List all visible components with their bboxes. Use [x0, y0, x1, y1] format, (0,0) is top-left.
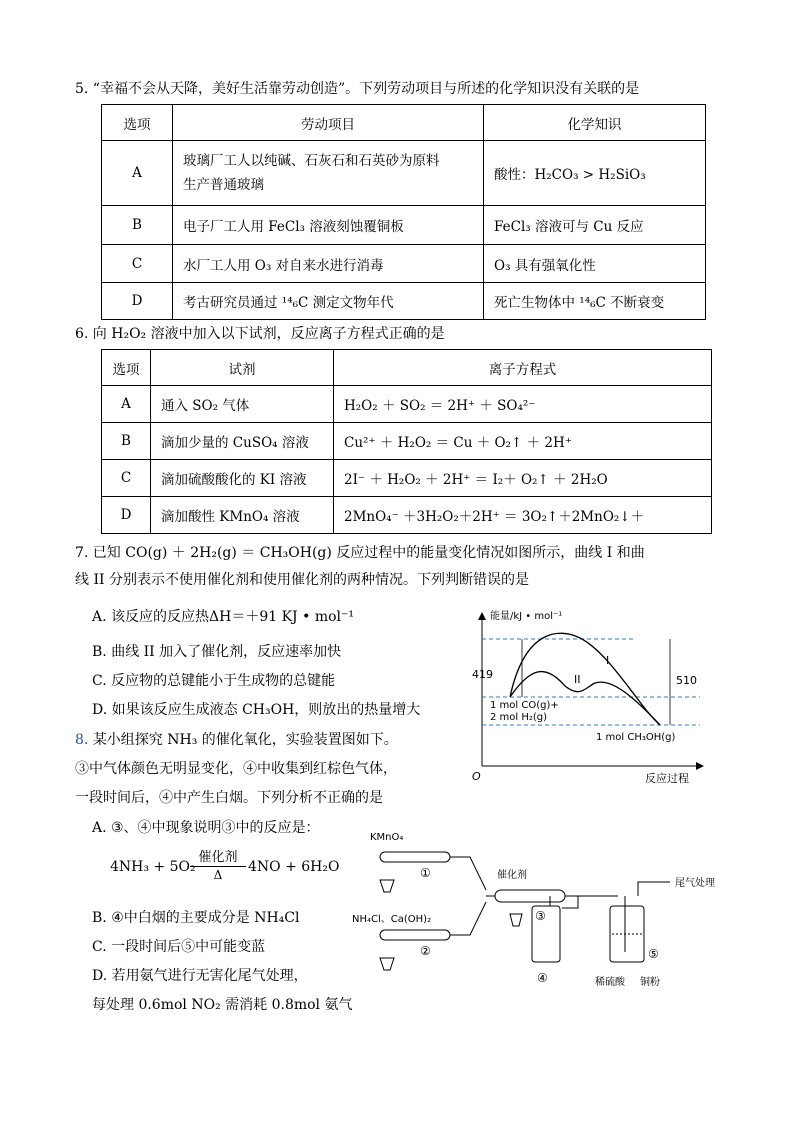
test-tube-2: [380, 930, 450, 940]
origin-label: O: [472, 770, 481, 783]
q8-stem-line1: [75, 729, 398, 751]
label-tail-gas: 尾气处理: [675, 878, 715, 889]
q5-c-project: 水厂工人用 O₃ 对自来水进行消毒: [173, 245, 484, 283]
q5-b-project: 电子厂工人用 FeCl₃ 溶液刻蚀覆铜板: [173, 206, 484, 245]
q7-stem-line1: 7. 已知 CO(g) ＋ 2H₂(g) ＝ CH₃OH(g) 反应过程中的能量变化情况如图所示，曲线 I 和曲: [75, 545, 645, 561]
label-1: ①: [420, 866, 431, 880]
q8-option-b: B. ④中白烟的主要成分是 NH₄Cl: [92, 910, 300, 926]
tail-pipe: [638, 882, 670, 896]
q6-stem: 6. 向 H₂O₂ 溶液中加入以下试剂，反应离子方程式正确的是: [75, 326, 445, 342]
curve-ii-label: II: [574, 673, 581, 686]
label-2: ②: [420, 944, 431, 958]
q5-header-project: 劳动项目: [173, 105, 484, 141]
q6-a-reagent: 通入 SO₂ 气体: [151, 386, 334, 423]
q5-a-project-line1: 玻璃厂工人以纯碱、石灰石和石英砂为原料: [183, 153, 440, 169]
q6-c-equation: 2I⁻ ＋ H₂O₂ ＋ 2H⁺ ＝ I₂＋ O₂↑ ＋ 2H₂O: [334, 460, 712, 497]
q5-c-opt: C: [102, 245, 173, 283]
q5-d-knowledge: 死亡生物体中 ¹⁴₆C 不断衰变: [484, 283, 706, 320]
burner-3: [510, 914, 522, 926]
q6-c-opt: C: [102, 460, 151, 497]
q6-table: [101, 349, 712, 534]
q5-a-opt: A: [102, 141, 173, 206]
q6-d-reagent: 滴加酸性 KMnO₄ 溶液: [151, 497, 334, 534]
q5-header-option: 选项: [102, 105, 173, 141]
q6-header-equation: 离子方程式: [334, 350, 712, 386]
q8-number: 8.: [75, 732, 89, 748]
q6-row-c: [102, 460, 712, 497]
q6-row-a: [102, 386, 712, 423]
reactant-label-line1: 1 mol CO(g)+: [490, 700, 559, 711]
q5-row-b: [102, 206, 706, 245]
q6-header-option: 选项: [102, 350, 151, 386]
q6-b-equation: Cu²⁺ ＋ H₂O₂ ＝ Cu ＋ O₂↑ ＋ 2H⁺: [334, 423, 712, 460]
q5-d-project: 考古研究员通过 ¹⁴₆C 测定文物年代: [173, 283, 484, 320]
eq-products: 4NO + 6H₂O: [248, 859, 340, 875]
eq-arrow-line: [190, 866, 246, 867]
x-axis-label: 反应过程: [645, 772, 689, 785]
q5-header-knowledge: 化学知识: [484, 105, 706, 141]
connecting-tube: [450, 857, 495, 935]
q8-option-d-line2: 每处理 0.6mol NO₂ 需消耗 0.8mol 氨气: [92, 997, 353, 1013]
q6-d-equation: 2MnO₄⁻ ＋3H₂O₂＋2H⁺ ＝ 3O₂↑＋2MnO₂↓＋: [334, 497, 712, 534]
burner-1: [380, 880, 394, 892]
q6-b-opt: B: [102, 423, 151, 460]
q8-stem-line2: ③中气体颜色无明显变化，④中收集到红棕色气体，: [75, 761, 397, 777]
burner-2: [380, 958, 394, 970]
q5-stem: 5. “幸福不会从天降，美好生活靠劳动创造”。下列劳动项目与所述的化学知识没有关联的是: [75, 81, 640, 97]
q7-stem-line2: 线 II 分别表示不使用催化剂和使用催化剂的两种情况。下列判断错误的是: [75, 572, 529, 588]
curve-i-label: I: [606, 654, 610, 667]
label-4: ④: [537, 971, 548, 985]
q6-d-opt: D: [102, 497, 151, 534]
q7-option-c: C. 反应物的总键能小于生成物的总键能: [92, 673, 336, 689]
eq-condition-bottom: Δ: [213, 868, 223, 882]
q8-option-c: C. 一段时间后⑤中可能变蓝: [92, 939, 266, 955]
label-5: ⑤: [648, 947, 659, 961]
label-419: 419: [472, 668, 493, 681]
q5-a-project-line2: 生产普通玻璃: [183, 177, 264, 193]
q6-row-d: [102, 497, 712, 534]
q5-table: [101, 104, 706, 320]
label-510: 510: [676, 674, 697, 687]
q7-option-b: B. 曲线 II 加入了催化剂，反应速率加快: [92, 644, 342, 660]
q8-option-d-line1: D. 若用氨气进行无害化尾气处理，: [92, 968, 308, 984]
q5-c-knowledge: O₃ 具有强氧化性: [484, 245, 706, 283]
test-tube-1: [380, 852, 450, 862]
eq-reactants: 4NH₃ + 5O₂: [110, 859, 196, 875]
reactant-label-line2: 2 mol H₂(g): [490, 712, 548, 723]
q6-a-equation: H₂O₂ ＋ SO₂ ＝ 2H⁺ ＋ SO₄²⁻: [334, 386, 712, 423]
q6-b-reagent: 滴加少量的 CuSO₄ 溶液: [151, 423, 334, 460]
q5-b-knowledge: FeCl₃ 溶液可与 Cu 反应: [484, 206, 706, 245]
apparatus-diagram: [350, 822, 730, 997]
label-kmno4: KMnO₄: [370, 832, 404, 843]
q6-a-opt: A: [102, 386, 151, 423]
y-axis-label: 能量/kJ • mol⁻¹: [490, 611, 563, 622]
q8-stem-line3: 一段时间后，④中产生白烟。下列分析不正确的是: [75, 790, 383, 806]
label-catalyst: 催化剂: [497, 870, 527, 881]
q5-a-knowledge: 酸性：H₂CO₃ > H₂SiO₃: [484, 141, 706, 206]
label-copper: 铜粉: [640, 977, 660, 988]
q5-row-c: [102, 245, 706, 283]
q7-option-d: D. 如果该反应生成液态 CH₃OH，则放出的热量增大: [92, 702, 421, 718]
label-nh4cl: NH₄Cl、Ca(OH)₂: [352, 914, 432, 925]
q5-row-a: [102, 141, 706, 206]
label-3: ③: [535, 909, 546, 923]
q5-row-d: [102, 283, 706, 320]
q8-option-a: A. ③、④中现象说明③中的反应是：: [92, 820, 320, 836]
q6-c-reagent: 滴加硫酸酸化的 KI 溶液: [151, 460, 334, 497]
bottle-5: [610, 906, 644, 962]
product-label: 1 mol CH₃OH(g): [596, 732, 676, 743]
q8-stem-text1: 某小组探究 NH₃ 的催化氧化，实验装置图如下。: [92, 732, 398, 748]
catalyst-tube: [495, 890, 565, 902]
q5-b-opt: B: [102, 206, 173, 245]
label-acid: 稀硫酸: [595, 977, 625, 988]
eq-condition-top: 催化剂: [198, 850, 238, 865]
q5-d-opt: D: [102, 283, 173, 320]
q6-row-b: [102, 423, 712, 460]
q6-header-reagent: 试剂: [151, 350, 334, 386]
q7-option-a: A. 该反应的反应热ΔH＝＋91 KJ • mol⁻¹: [92, 609, 355, 625]
